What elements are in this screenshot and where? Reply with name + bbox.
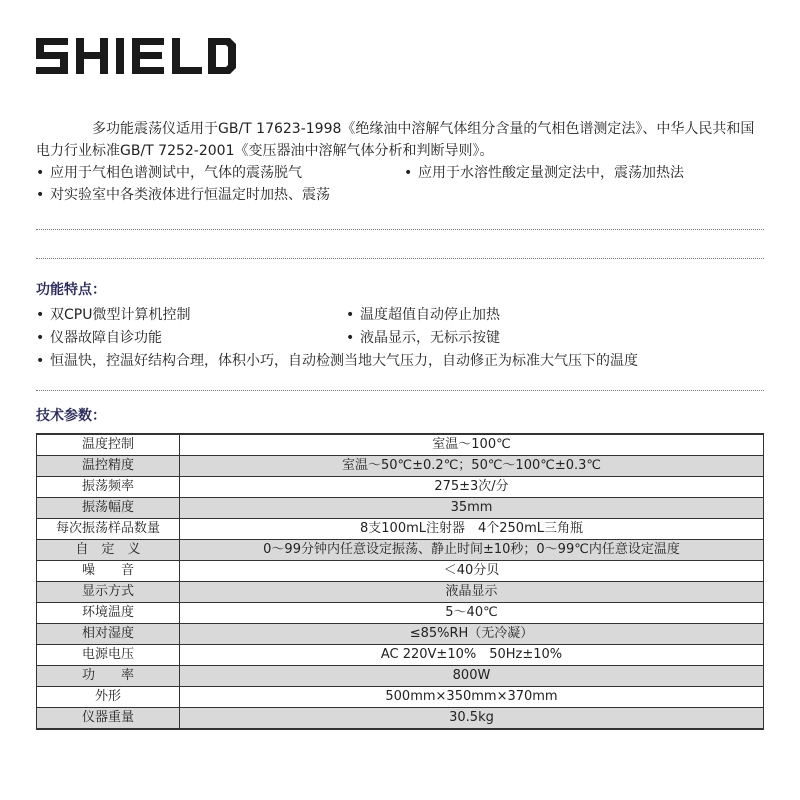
spec-key: 电源电压 <box>37 645 180 666</box>
spec-value: 35mm <box>180 498 764 519</box>
spec-key: 振荡频率 <box>37 477 180 498</box>
spec-key: 显示方式 <box>37 582 180 603</box>
table-row <box>37 582 764 603</box>
table-row <box>37 708 764 730</box>
list-item: • 对实验室中各类液体进行恒温定时加热、震荡 <box>36 187 330 203</box>
spec-value: 室温～50℃±0.2℃；50℃～100℃±0.3℃ <box>180 456 764 477</box>
divider <box>36 258 764 259</box>
list-item: • 双CPU微型计算机控制 <box>36 307 191 323</box>
intro-section <box>36 118 766 206</box>
intro-paragraph: 多功能震荡仪适用于GB/T 17623-1998《绝缘油中溶解气体组分含量的气相色谱测定法》、中华人民共和国电力行业标准GB/T 7252-2001《变压器油中溶解气体分析和判断导则》。 <box>36 121 755 159</box>
divider <box>36 229 764 230</box>
intro-bullets <box>36 162 766 206</box>
table-row <box>37 645 764 666</box>
spec-key: 自 定 义 <box>37 540 180 561</box>
spec-key: 噪 音 <box>37 561 180 582</box>
spec-value: 室温～100℃ <box>180 434 764 456</box>
spec-value: 8支100mL注射器 4个250mL三角瓶 <box>180 519 764 540</box>
spec-value: 30.5kg <box>180 708 764 730</box>
spec-value: ＜40分贝 <box>180 561 764 582</box>
spec-key: 温控精度 <box>37 456 180 477</box>
spec-value: AC 220V±10% 50Hz±10% <box>180 645 764 666</box>
spec-value: ≤85%RH（无冷凝） <box>180 624 764 645</box>
spec-value: 800W <box>180 666 764 687</box>
spec-key: 功 率 <box>37 666 180 687</box>
spec-value: 5～40℃ <box>180 603 764 624</box>
shield-logo <box>36 38 236 74</box>
spec-value: 275±3次/分 <box>180 477 764 498</box>
spec-key: 外形 <box>37 687 180 708</box>
spec-key: 相对湿度 <box>37 624 180 645</box>
divider <box>36 390 764 391</box>
list-item: • 温度超值自动停止加热 <box>346 307 500 323</box>
spec-value: 液晶显示 <box>180 582 764 603</box>
spec-key: 温度控制 <box>37 434 180 456</box>
spec-key: 每次振荡样品数量 <box>37 519 180 540</box>
table-row <box>37 687 764 708</box>
table-row <box>37 434 764 456</box>
spec-key: 环境温度 <box>37 603 180 624</box>
spec-key: 仪器重量 <box>37 708 180 730</box>
spec-key: 振荡幅度 <box>37 498 180 519</box>
table-row <box>37 519 764 540</box>
spec-value: 500mm×350mm×370mm <box>180 687 764 708</box>
spec-value: 0～99分钟内任意设定振荡、静止时间±10秒；0～99℃内任意设定温度 <box>180 540 764 561</box>
table-row <box>37 561 764 582</box>
table-row <box>37 666 764 687</box>
table-row <box>37 477 764 498</box>
features-title: 功能特点： <box>36 282 106 298</box>
table-row <box>37 624 764 645</box>
list-item: • 恒温快，控温好结构合理，体积小巧，自动检测当地大气压力，自动修正为标准大气压下的温度 <box>36 353 638 369</box>
table-row <box>37 603 764 624</box>
list-item: • 应用于气相色谱测试中，气体的震荡脱气 <box>36 165 302 181</box>
table-row <box>37 456 764 477</box>
specs-title: 技术参数： <box>36 408 106 424</box>
features-list <box>36 304 776 373</box>
list-item: • 液晶显示，无标示按键 <box>346 330 500 346</box>
list-item: • 仪器故障自诊功能 <box>36 330 162 346</box>
specs-table <box>36 433 764 730</box>
list-item: • 应用于水溶性酸定量测定法中，震荡加热法 <box>404 165 684 181</box>
table-row <box>37 540 764 561</box>
table-row <box>37 498 764 519</box>
shield-logo-mark <box>36 38 236 74</box>
